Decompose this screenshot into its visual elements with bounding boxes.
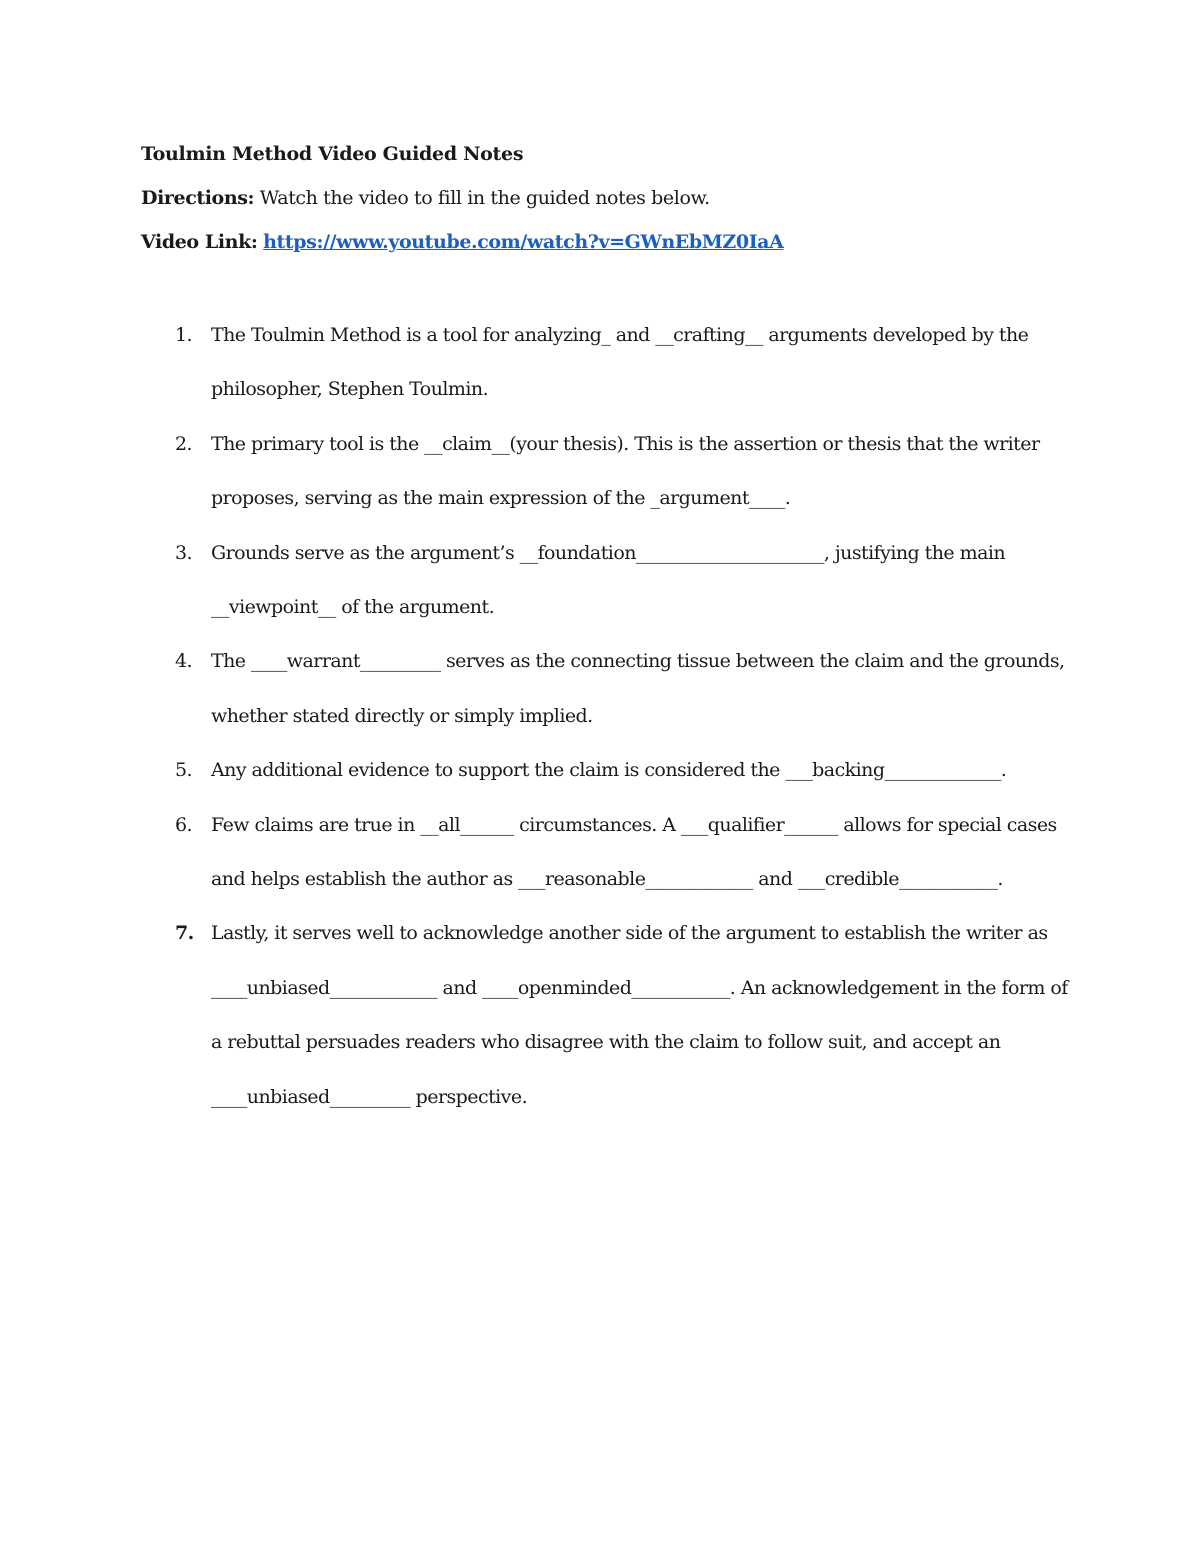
directions-line <box>141 184 1081 212</box>
item-number: 7. <box>175 922 194 945</box>
list-item <box>170 743 1070 797</box>
item-number: 4. <box>175 650 193 673</box>
directions-text: Watch the video to fill in the guided notes below. <box>254 187 710 209</box>
item-text: Grounds serve as the argument’s __foundation_____________________, justifying the main __viewpoint__ of the argument. <box>211 541 1006 619</box>
video-link-label: Video Link: <box>141 231 258 253</box>
list-item <box>170 417 1070 526</box>
item-number: 2. <box>175 432 193 455</box>
item-number: 5. <box>175 759 193 782</box>
item-number: 1. <box>175 324 193 346</box>
list-item <box>170 906 1070 1124</box>
item-text: Lastly, it serves well to acknowledge another side of the argument to establish the writer as ____unbiased____________ and ____openminded___________. An acknowledgement in the form of a rebuttal persuades readers who disagree with the claim to follow suit, and accept an ____unbiased_________ perspective. <box>211 922 1068 1108</box>
video-link[interactable]: https://www.youtube.com/watch?v=GWnEbMZ0IaA <box>263 231 784 253</box>
item-text: Few claims are true in __all______ circumstances. A ___qualifier______ allows for special cases and helps establish the author as ___reasonable____________ and ___credible___________. <box>211 813 1057 891</box>
document-header <box>141 140 1081 272</box>
list-item <box>170 308 1070 417</box>
item-number: 6. <box>175 813 193 836</box>
video-link-line <box>141 228 1081 256</box>
item-text: The ____warrant_________ serves as the connecting tissue between the claim and the grounds, whether stated directly or simply implied. <box>211 650 1065 727</box>
item-text: The primary tool is the __claim__(your thesis). This is the assertion or thesis that the writer proposes, serving as the main expression of the _argument____. <box>211 432 1040 510</box>
document-title: Toulmin Method Video Guided Notes <box>141 143 524 165</box>
item-text: The Toulmin Method is a tool for analyzing_ and __crafting__ arguments developed by the philosopher, Stephen Toulmin. <box>211 324 1029 401</box>
list-item <box>170 798 1070 907</box>
item-number: 3. <box>175 541 193 564</box>
item-text: Any additional evidence to support the claim is considered the ___backing_____________. <box>211 759 1007 782</box>
directions-label: Directions: <box>141 187 255 209</box>
list-item <box>170 526 1070 635</box>
list-item <box>170 634 1070 743</box>
guided-notes-list <box>170 308 1070 1124</box>
